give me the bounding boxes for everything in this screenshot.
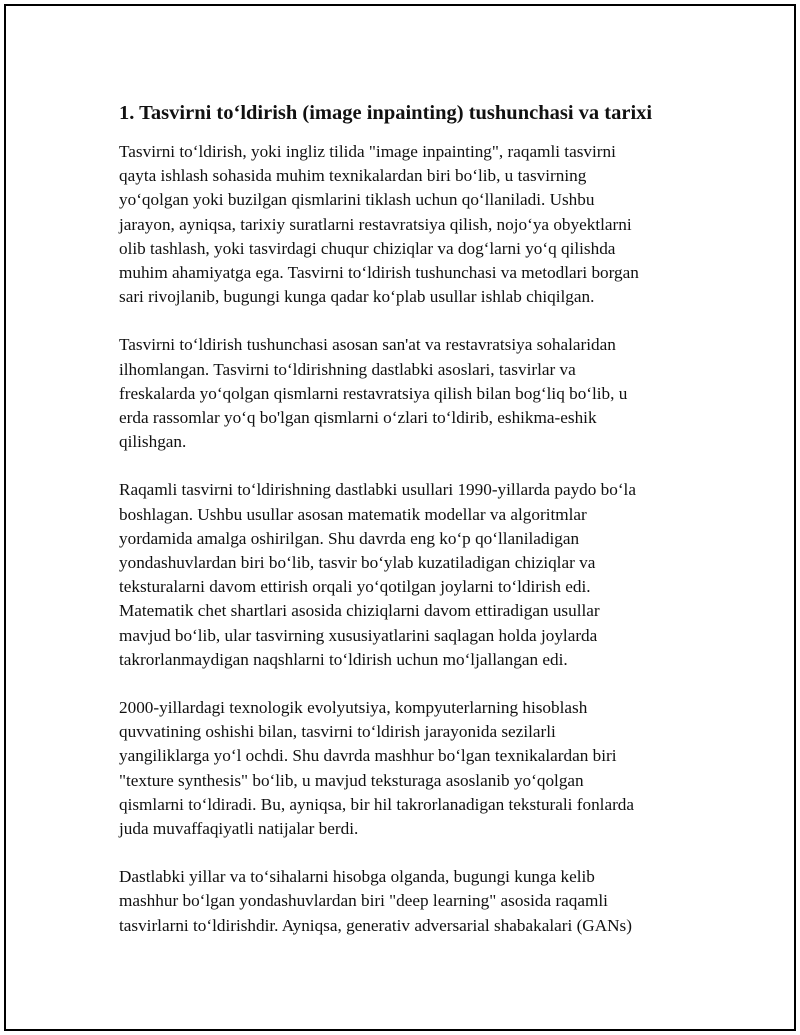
text-line: quvvatining oshishi bilan, tasvirni to‘ldirish jarayonida sezilarli	[119, 722, 556, 742]
text-line: Dastlabki yillar va to‘sihalarni hisobga olganda, bugungi kunga kelib	[119, 867, 595, 887]
paragraph-4	[119, 696, 694, 841]
text-line: ilhomlangan. Tasvirni to‘ldirishning dastlabki asoslari, tasvirlar va	[119, 359, 576, 379]
text-line: tasvirlarni to‘ldirishdir. Ayniqsa, generativ adversarial shabakalari (GANs)	[119, 915, 632, 935]
text-line: jarayon, ayniqsa, tarixiy suratlarni restavratsiya qilish, nojo‘ya obyektlarni	[119, 214, 632, 234]
text-line: Matematik chet shartlari asosida chiziqlarni davom ettiradigan usullar	[119, 601, 600, 621]
paragraph-2	[119, 333, 694, 454]
text-line: yangiliklarga yo‘l ochdi. Shu davrda mashhur bo‘lgan texnikalardan biri	[119, 746, 617, 766]
text-line: "texture synthesis" bo‘lib, u mavjud teksturaga asoslanib yo‘qolgan	[119, 770, 584, 790]
text-line: yondashuvlardan biri bo‘lib, tasvir bo‘ylab kuzatiladigan chiziqlar va	[119, 553, 596, 573]
page-frame	[4, 4, 796, 1031]
text-line: teksturalarni davom ettirish orqali yo‘qotilgan joylarni to‘ldirish edi.	[119, 577, 591, 597]
text-line: Tasvirni to‘ldirish tushunchasi asosan san'at va restavratsiya sohalaridan	[119, 335, 616, 355]
text-line: Raqamli tasvirni to‘ldirishning dastlabki usullari 1990-yillarda paydo bo‘la	[119, 480, 636, 500]
text-line: qismlarni to‘ldiradi. Bu, ayniqsa, bir hil takrorlanadigan teksturali fonlarda	[119, 794, 635, 814]
text-line: muhim ahamiyatga ega. Tasvirni to‘ldirish tushunchasi va metodlari borgan	[119, 263, 639, 283]
text-line: qilishgan.	[119, 432, 187, 452]
text-line: erda rassomlar yo‘q bo'lgan qismlarni o‘zlari to‘ldirib, eshikma-eshik	[119, 408, 597, 428]
text-line: boshlagan. Ushbu usullar asosan matematik modellar va algoritmlar	[119, 504, 587, 524]
text-line: yo‘qolgan yoki buzilgan qismlarini tiklash uchun qo‘llaniladi. Ushbu	[119, 190, 595, 210]
text-line: mashhur bo‘lgan yondashuvlardan biri "deep learning" asosida raqamli	[119, 891, 608, 911]
paragraph-5	[119, 865, 694, 938]
text-line: olib tashlash, yoki tasvirdagi chuqur chiziqlar va dog‘larni yo‘q qilishda	[119, 238, 616, 258]
text-line: juda muvaffaqiyatli natijalar berdi.	[119, 819, 359, 839]
text-line: yordamida amalga oshirilgan. Shu davrda eng ko‘p qo‘llaniladigan	[119, 528, 580, 548]
text-line: Tasvirni to‘ldirish, yoki ingliz tilida "image inpainting", raqamli tasvirni	[119, 142, 616, 161]
paragraph-1	[119, 140, 694, 309]
section-title: 1. Tasvirni to‘ldirish (image inpainting) tushunchasi va tarixi	[119, 102, 653, 124]
text-line: 2000-yillardagi texnologik evolyutsiya, kompyuterlarning hisoblash	[119, 698, 588, 718]
text-line: mavjud bo‘lib, ular tasvirning xususiyatlarini saqlagan holda joylarda	[119, 625, 598, 645]
text-line: sari rivojlanib, bugungi kunga qadar ko‘plab usullar ishlab chiqilgan.	[119, 287, 595, 307]
text-line: qayta ishlash sohasida muhim texnikalardan biri bo‘lib, u tasvirning	[119, 166, 587, 186]
paragraph-3	[119, 478, 694, 672]
text-line: freskalarda yo‘qolgan qismlarni restavratsiya qilish bilan bog‘liq bo‘lib, u	[119, 383, 628, 403]
document-body	[119, 100, 694, 962]
text-line: takrorlanmaydigan naqshlarni to‘ldirish uchun mo‘ljallangan edi.	[119, 649, 568, 669]
